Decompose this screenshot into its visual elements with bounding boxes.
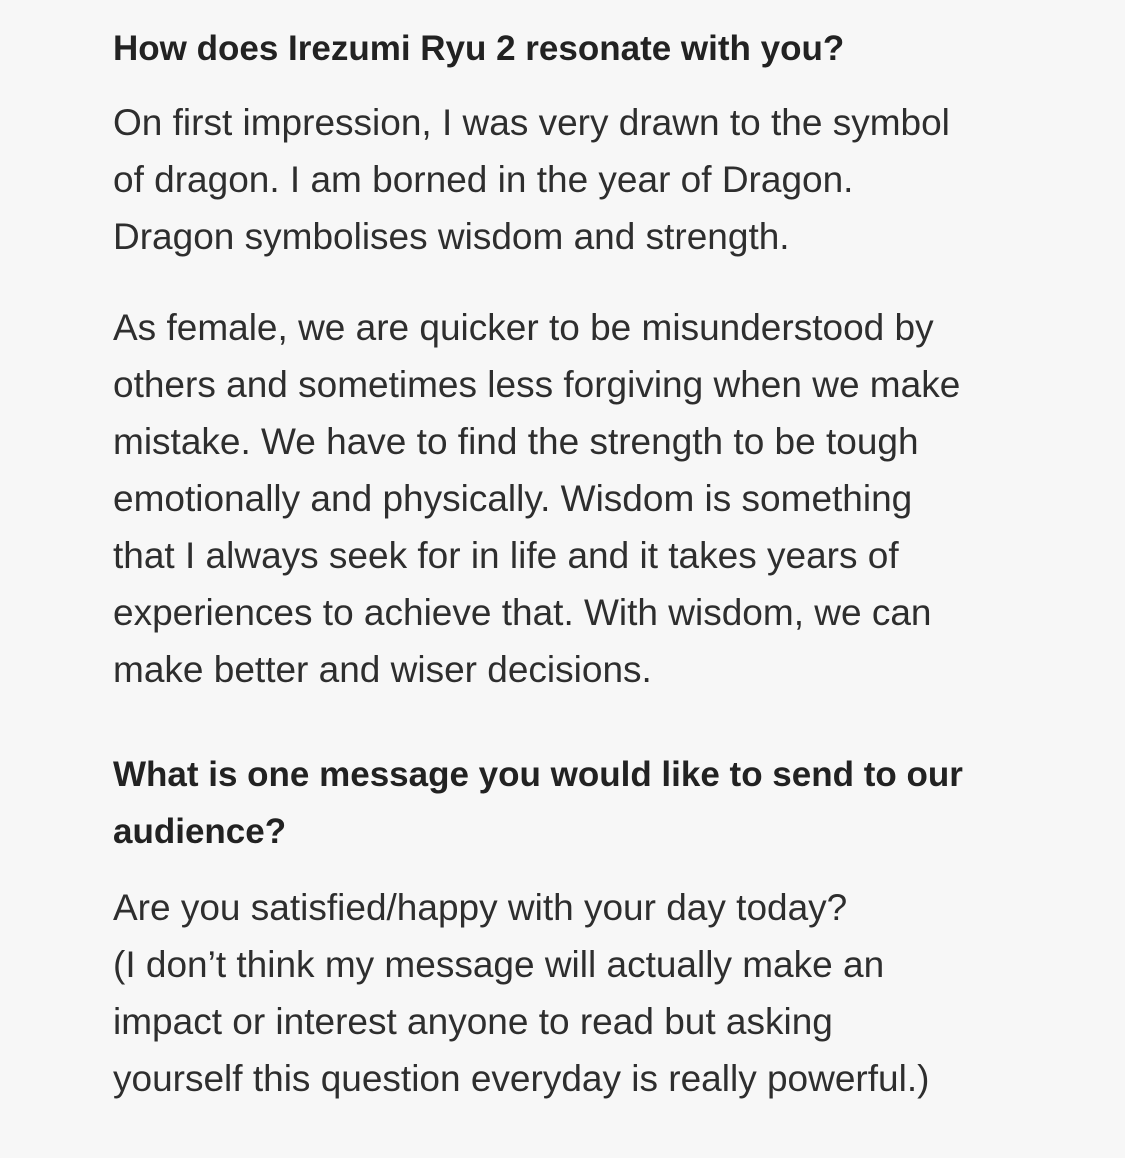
answer-paragraph-dragon (113, 94, 1035, 265)
text-line: others and sometimes less forgiving when we make (113, 364, 961, 405)
question-heading-resonate (113, 20, 1035, 77)
answer-paragraph-message (113, 879, 1035, 1107)
text-line: experiences to achieve that. With wisdom, we can (113, 592, 932, 633)
text-line: yourself this question everyday is really powerful.) (113, 1058, 930, 1099)
text-line: How does Irezumi Ryu 2 resonate with you? (113, 29, 845, 68)
text-line: impact or interest anyone to read but asking (113, 1001, 833, 1042)
text-line: mistake. We have to find the strength to be tough (113, 421, 919, 462)
answer-paragraph-wisdom (113, 299, 1035, 698)
text-line: Are you satisfied/happy with your day today? (113, 887, 848, 928)
text-line: emotionally and physically. Wisdom is something (113, 478, 913, 519)
text-line: that I always seek for in life and it takes years of (113, 535, 899, 576)
text-line: What is one message you would like to send to our (113, 755, 963, 794)
text-line: As female, we are quicker to be misunderstood by (113, 307, 934, 348)
text-line: Dragon symbolises wisdom and strength. (113, 216, 790, 257)
question-heading-message (113, 746, 1035, 860)
text-line: On first impression, I was very drawn to the symbol (113, 102, 950, 143)
text-line: make better and wiser decisions. (113, 649, 652, 690)
text-line: of dragon. I am borned in the year of Dragon. (113, 159, 854, 200)
text-line: (I don’t think my message will actually make an (113, 944, 885, 985)
text-line: audience? (113, 812, 287, 851)
